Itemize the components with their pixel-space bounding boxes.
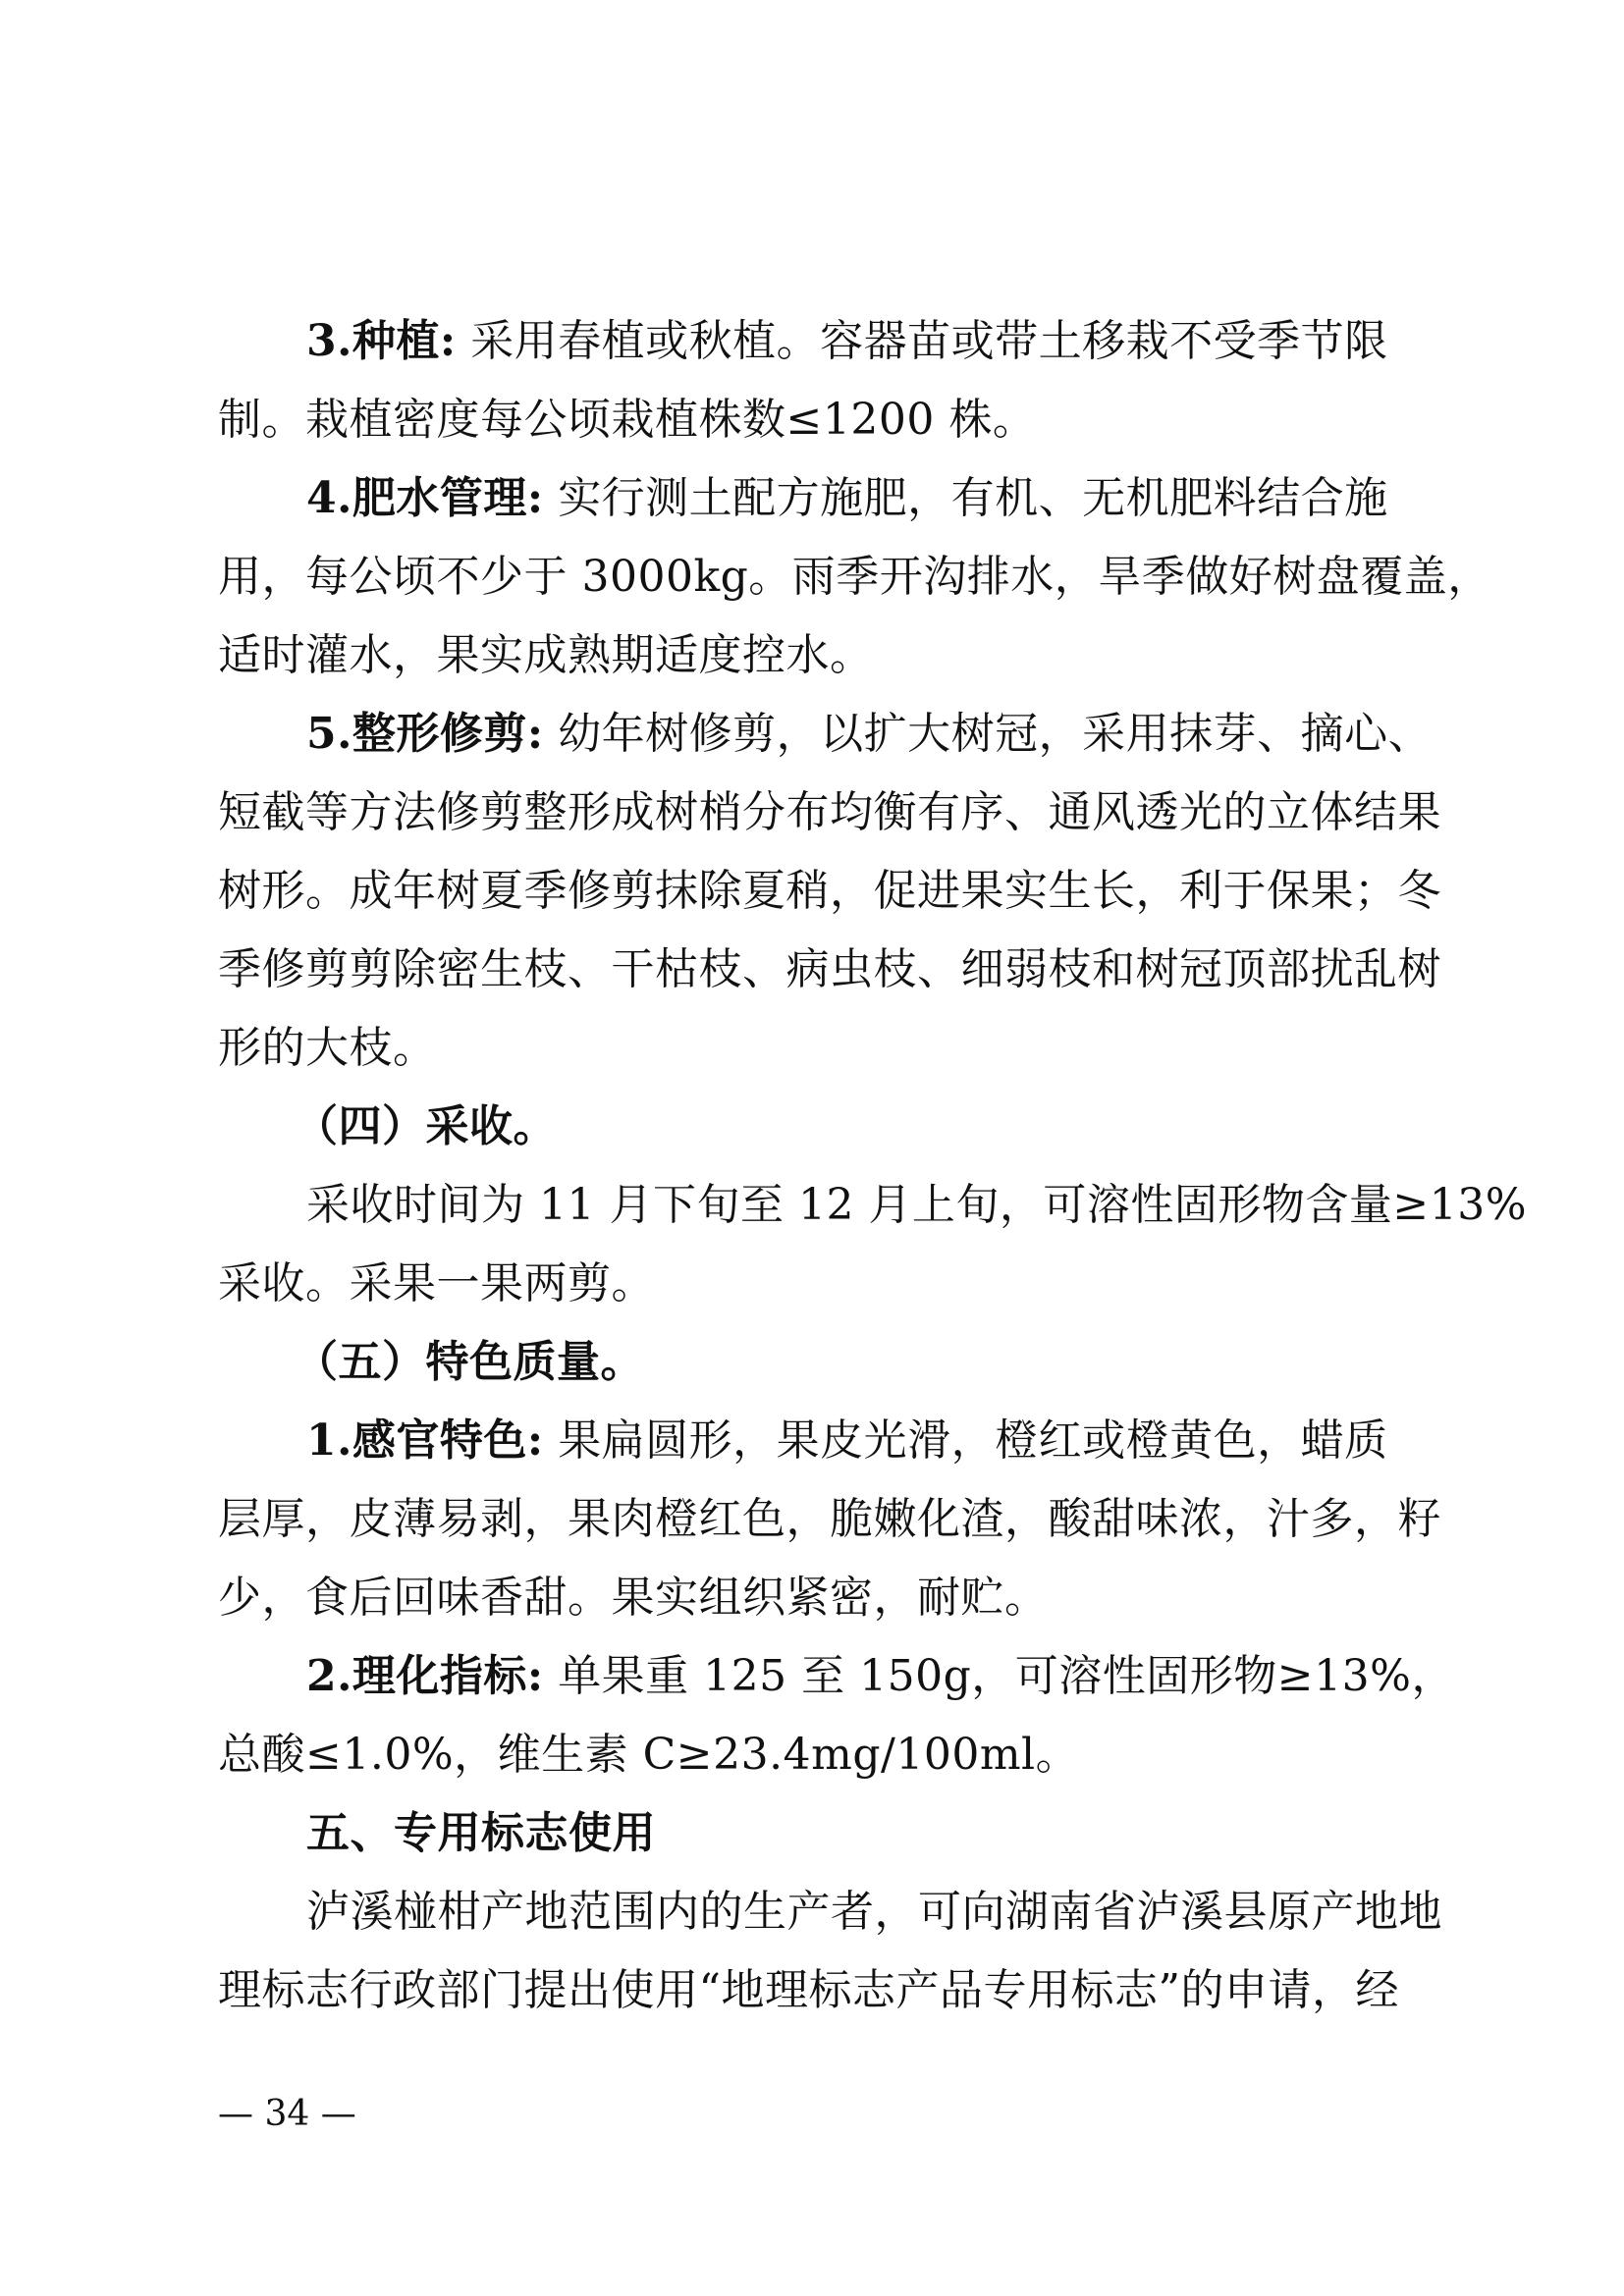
item-label: 2.理化指标: bbox=[306, 1651, 544, 1701]
page-number: — 34 — bbox=[218, 2094, 356, 2134]
item-physchem-line-2: 总酸≤1.0%，维生素 C≥23.4mg/100ml。 bbox=[218, 1730, 1080, 1780]
section-quality-heading: （五）特色质量。 bbox=[295, 1337, 644, 1387]
item-label: 1.感官特色: bbox=[306, 1415, 544, 1466]
item-text: 单果重 125 至 150g，可溶性固形物≥13%， bbox=[558, 1651, 1455, 1701]
item-pruning-line-1 bbox=[306, 705, 1432, 764]
item-pruning-line-3: 树形。成年树夏季修剪抹除夏稍，促进果实生长，利于保果；冬 bbox=[218, 866, 1441, 916]
item-label: 4.肥水管理: bbox=[306, 473, 544, 523]
item-pruning-line-4: 季修剪剪除密生枝、干枯枝、病虫枝、细弱枝和树冠顶部扰乱树 bbox=[218, 944, 1441, 994]
harvest-line-1: 采收时间为 11 月下旬至 12 月上旬，可溶性固形物含量≥13% bbox=[306, 1180, 1528, 1230]
item-text: 幼年树修剪，以扩大树冠，采用抹芽、摘心、 bbox=[558, 709, 1433, 759]
item-text: 果扁圆形，果皮光滑，橙红或橙黄色，蜡质 bbox=[558, 1415, 1388, 1466]
item-planting-line-1 bbox=[306, 312, 1388, 371]
item-pruning-line-2: 短截等方法修剪整形成树梢分布均衡有序、通风透光的立体结果 bbox=[218, 787, 1441, 837]
item-fertilizer-line-3: 适时灌水，果实成熟期适度控水。 bbox=[218, 630, 874, 680]
item-text: 采用春植或秋植。容器苗或带土移栽不受季节限 bbox=[470, 316, 1388, 366]
mark-line-2: 理标志行政部门提出使用“地理标志产品专用标志”的申请，经 bbox=[218, 1965, 1399, 2015]
item-label: 5.整形修剪: bbox=[306, 709, 544, 759]
section-harvest-heading: （四）采收。 bbox=[295, 1101, 557, 1151]
harvest-line-2: 采收。采果一果两剪。 bbox=[218, 1258, 655, 1308]
item-pruning-line-5: 形的大枝。 bbox=[218, 1023, 437, 1073]
item-physchem-line-1 bbox=[306, 1647, 1455, 1706]
item-sensory-line-3: 少，食后回味香甜。果实组织紧密，耐贮。 bbox=[218, 1573, 1049, 1623]
item-label: 3.种植: bbox=[306, 316, 457, 366]
item-fertilizer-line-1 bbox=[306, 469, 1388, 528]
item-fertilizer-line-2: 用，每公顷不少于 3000kg。雨季开沟排水，旱季做好树盘覆盖， bbox=[218, 552, 1491, 602]
item-planting-line-2: 制。栽植密度每公顷栽植株数≤1200 株。 bbox=[218, 395, 1037, 445]
section-mark-heading: 五、专用标志使用 bbox=[306, 1808, 656, 1858]
mark-line-1: 泸溪椪柑产地范围内的生产者，可向湖南省泸溪县原产地地 bbox=[306, 1887, 1442, 1937]
item-text: 实行测土配方施肥，有机、无机肥料结合施 bbox=[558, 473, 1388, 523]
item-sensory-line-2: 层厚，皮薄易剥，果肉橙红色，脆嫩化渣，酸甜味浓，汁多，籽 bbox=[218, 1494, 1441, 1544]
item-sensory-line-1 bbox=[306, 1412, 1388, 1470]
